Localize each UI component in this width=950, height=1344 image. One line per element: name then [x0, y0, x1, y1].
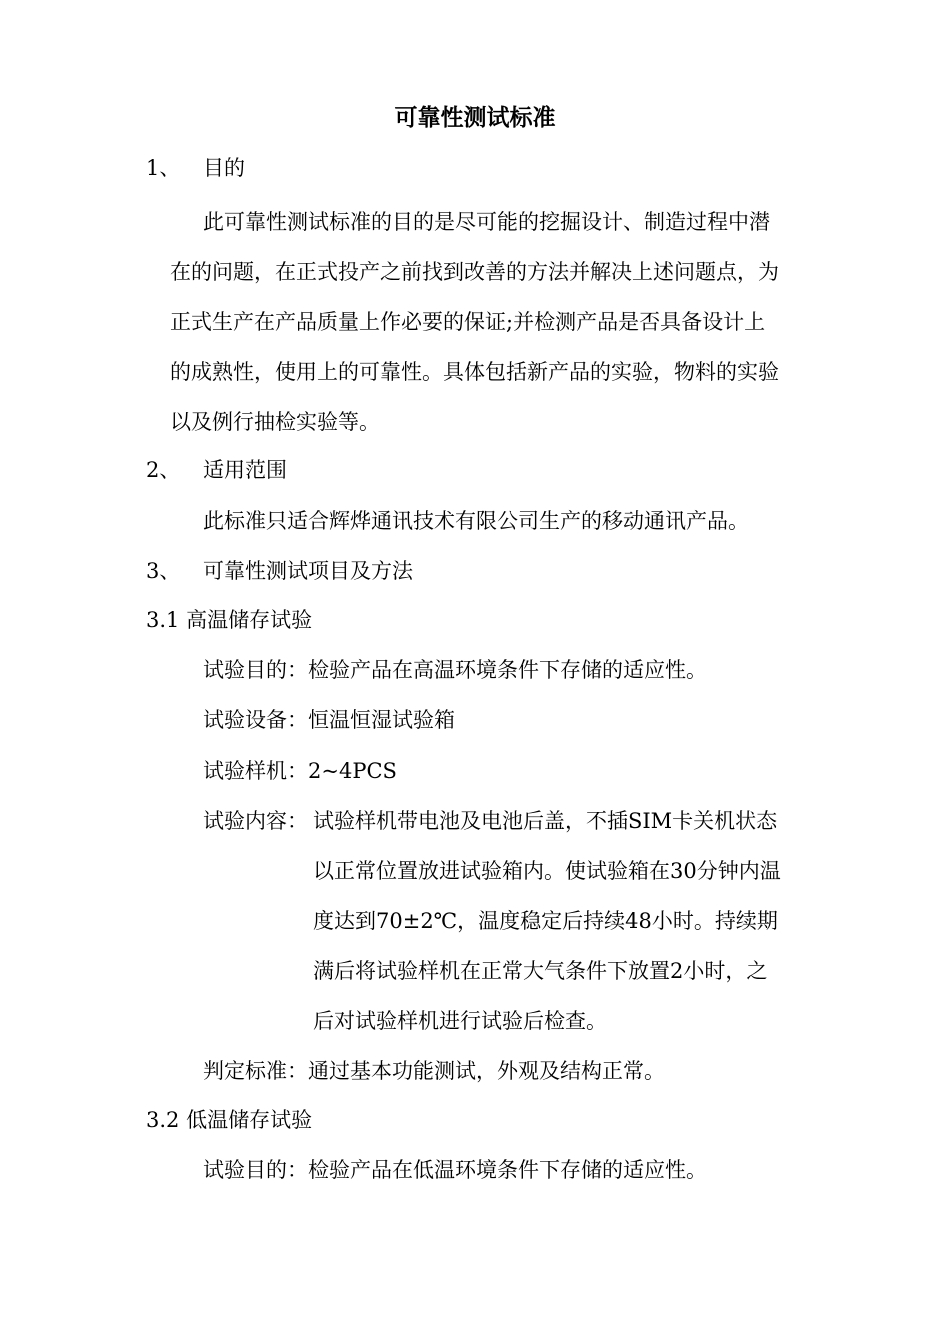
section-1-para-line: 以及例行抽检实验等。 [170, 410, 380, 434]
section-2-number: 2、 [146, 458, 181, 482]
test-criteria: 判定标准：通过基本功能测试，外观及结构正常。 [203, 1059, 665, 1083]
test-equipment: 试验设备：恒温恒湿试验箱 [203, 708, 455, 732]
test-purpose: 试验目的：检验产品在低温环境条件下存储的适应性。 [203, 1158, 707, 1182]
test-content-line: 试验样机带电池及电池后盖，不插SIM卡关机状态 [313, 809, 778, 833]
test-content-line: 满后将试验样机在正常大气条件下放置2小时，之 [313, 959, 768, 983]
test-purpose: 试验目的：检验产品在高温环境条件下存储的适应性。 [203, 658, 707, 682]
section-2-text: 此标准只适合辉烨通讯技术有限公司生产的移动通讯产品。 [203, 509, 749, 533]
section-1-para-line: 的成熟性，使用上的可靠性。具体包括新产品的实验，物料的实验 [170, 360, 779, 384]
document-title: 可靠性测试标准 [394, 104, 556, 131]
test-content-line: 以正常位置放进试验箱内。使试验箱在30分钟内温 [313, 859, 781, 883]
section-3-heading: 可靠性测试项目及方法 [203, 559, 413, 583]
section-1-number: 1、 [146, 156, 181, 180]
subsection-3-2-heading: 3.2 低温储存试验 [146, 1108, 313, 1132]
section-1-para-line: 正式生产在产品质量上作必要的保证;并检测产品是否具备设计上 [170, 310, 766, 334]
section-2-heading: 适用范围 [203, 458, 287, 482]
test-sample: 试验样机：2~4PCS [203, 759, 397, 783]
section-1-para-line: 此可靠性测试标准的目的是尽可能的挖掘设计、制造过程中潜 [203, 210, 770, 234]
test-content-label: 试验内容： [203, 809, 308, 833]
section-3-number: 3、 [146, 559, 181, 583]
section-1-heading: 目的 [203, 156, 245, 180]
subsection-3-1-heading: 3.1 高温储存试验 [146, 608, 313, 632]
test-content-line: 后对试验样机进行试验后检查。 [313, 1009, 607, 1033]
section-1-para-line: 在的问题，在正式投产之前找到改善的方法并解决上述问题点，为 [170, 260, 779, 284]
test-content-line: 度达到70±2℃，温度稳定后持续48小时。持续期 [313, 909, 778, 933]
